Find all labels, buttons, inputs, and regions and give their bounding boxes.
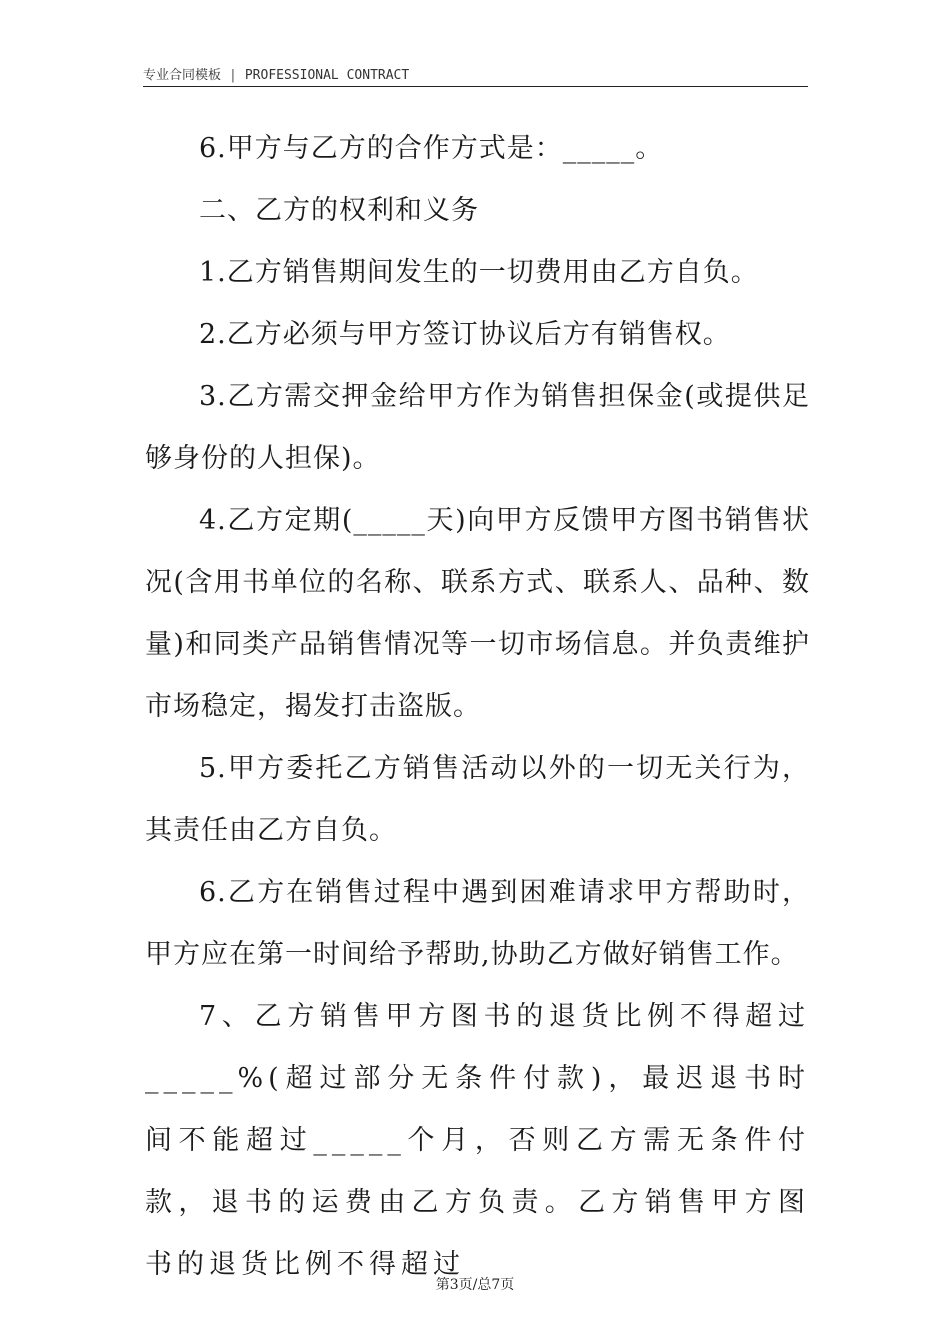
header-separator: |: [229, 68, 237, 83]
clause-b6-assistance: 6.乙方在销售过程中遇到困难请求甲方帮助时，甲方应在第一时间给予帮助,协助乙方做好销售工作。: [145, 877, 810, 970]
clause-b2-agreement: 2.乙方必须与甲方签订协议后方有销售权。: [199, 319, 731, 350]
document-body: [145, 118, 810, 1296]
header-title-en: PROFESSIONAL CONTRACT: [244, 68, 410, 83]
clause-b4-feedback: 4.乙方定期(_____天)向甲方反馈甲方图书销售状况(含用书单位的名称、联系方式、联系人、品种、数量)和同类产品销售情况等一切市场信息。并负责维护市场稳定，揭发打击盗版。: [145, 505, 810, 722]
clause-b7-returns: 7、乙方销售甲方图书的退货比例不得超过_____%(超过部分无条件付款)，最迟退书时间不能超过_____个月，否则乙方需无条件付款，退书的运费由乙方负责。乙方销售甲方图书的退货比例不得超过: [145, 1001, 810, 1280]
section-heading-party-b-rights: 二、乙方的权利和义务: [199, 195, 479, 226]
clause-a6-cooperation-method: 6.甲方与乙方的合作方式是：_____。: [199, 133, 664, 164]
header-title-cn: 专业合同模板: [143, 68, 222, 83]
clause-b1-expenses: 1.乙方销售期间发生的一切费用由乙方自负。: [199, 257, 759, 288]
page-number: 第3页/总7页: [435, 1277, 515, 1293]
clause-b5-liability: 5.甲方委托乙方销售活动以外的一切无关行为，其责任由乙方自负。: [145, 753, 810, 846]
page-header: [143, 64, 808, 87]
clause-b3-deposit: 3.乙方需交押金给甲方作为销售担保金(或提供足够身份的人担保)。: [145, 381, 810, 474]
